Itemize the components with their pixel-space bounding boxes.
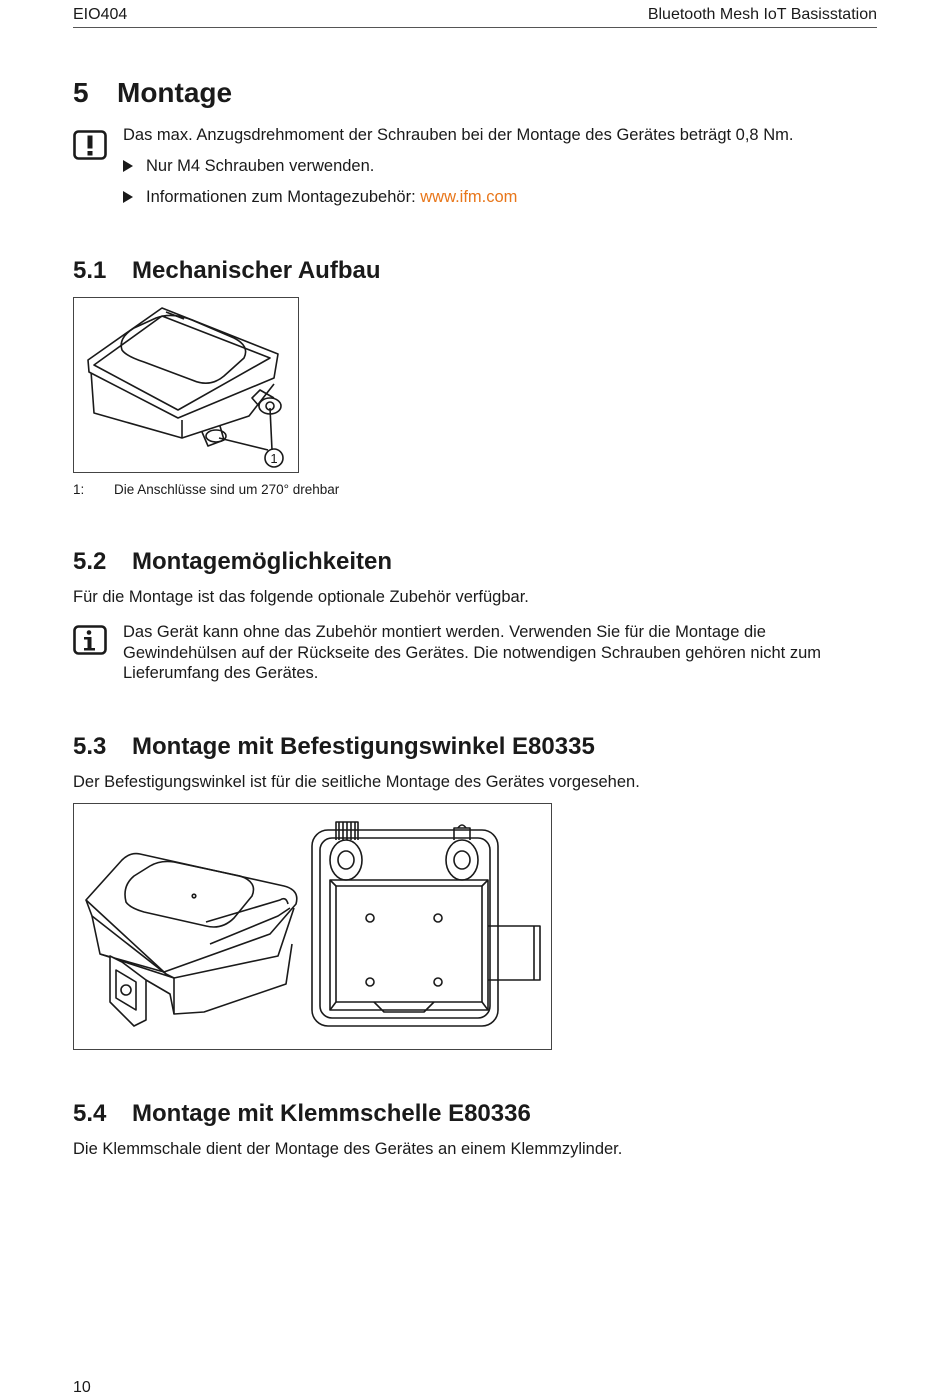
- info-line: Das Gerät kann ohne das Zubehör montiert werden. Verwenden Sie für die Montage die: [123, 623, 766, 641]
- section-number: 5.1: [73, 257, 107, 284]
- header-doc-id: EIO404: [73, 6, 128, 23]
- section-title: Montage: [117, 77, 233, 108]
- section-5-heading: [73, 77, 232, 109]
- section-5-4-intro: Die Klemmschale dient der Montage des Gerätes an einem Klemmzylinder.: [73, 1140, 623, 1158]
- bullet-text: Informationen zum Montagezubehör:: [146, 188, 421, 206]
- section-5-2-heading: [73, 548, 392, 576]
- callout-number: 1: [270, 451, 278, 466]
- section-title: Montage mit Befestigungswinkel E80335: [132, 733, 595, 760]
- bracket-drawing: [74, 804, 551, 1049]
- section-title: Montage mit Klemmschelle E80336: [132, 1100, 531, 1127]
- figure-caption-label: 1:: [73, 482, 85, 497]
- figure-caption-text: Die Anschlüsse sind um 270° drehbar: [114, 482, 340, 497]
- section-5-3-intro: Der Befestigungswinkel ist für die seitliche Montage des Gerätes vorgesehen.: [73, 773, 640, 791]
- warning-text: Das max. Anzugsdrehmoment der Schrauben bei der Montage des Gerätes beträgt 0,8 Nm.: [123, 126, 794, 144]
- section-number: 5: [73, 77, 89, 108]
- page-number: 10: [73, 1379, 91, 1396]
- section-number: 5.3: [73, 733, 107, 760]
- section-5-3-heading: [73, 733, 595, 761]
- section-title: Mechanischer Aufbau: [132, 257, 381, 284]
- section-number: 5.2: [73, 548, 107, 575]
- info-line: Lieferumfang des Gerätes.: [123, 664, 319, 682]
- info-line: Gewindehülsen auf der Rückseite des Gerätes. Die notwendigen Schrauben gehören nicht zum: [123, 643, 822, 662]
- bullet-text: Nur M4 Schrauben verwenden.: [146, 157, 375, 175]
- figure-mounting-bracket: [73, 803, 552, 1050]
- section-5-4-heading: [73, 1100, 531, 1128]
- bullet-triangle-icon: [123, 191, 133, 203]
- header-doc-title: Bluetooth Mesh IoT Basisstation: [647, 6, 877, 23]
- section-5-1-heading: [73, 257, 381, 285]
- device-drawing: [74, 298, 298, 472]
- warning-icon: [73, 130, 107, 165]
- bullet-item: [123, 156, 374, 177]
- section-5-2-intro: Für die Montage ist das folgende optionale Zubehör verfügbar.: [73, 588, 529, 606]
- info-icon: [73, 625, 107, 660]
- section-title: Montagemöglichkeiten: [132, 548, 393, 575]
- bullet-item: [123, 187, 517, 208]
- ifm-link[interactable]: www.ifm.com: [420, 188, 518, 206]
- bullet-triangle-icon: [123, 160, 133, 172]
- section-number: 5.4: [73, 1100, 107, 1127]
- figure-mechanical-structure: [73, 297, 299, 473]
- header-divider: [73, 27, 877, 28]
- info-text: [123, 622, 821, 684]
